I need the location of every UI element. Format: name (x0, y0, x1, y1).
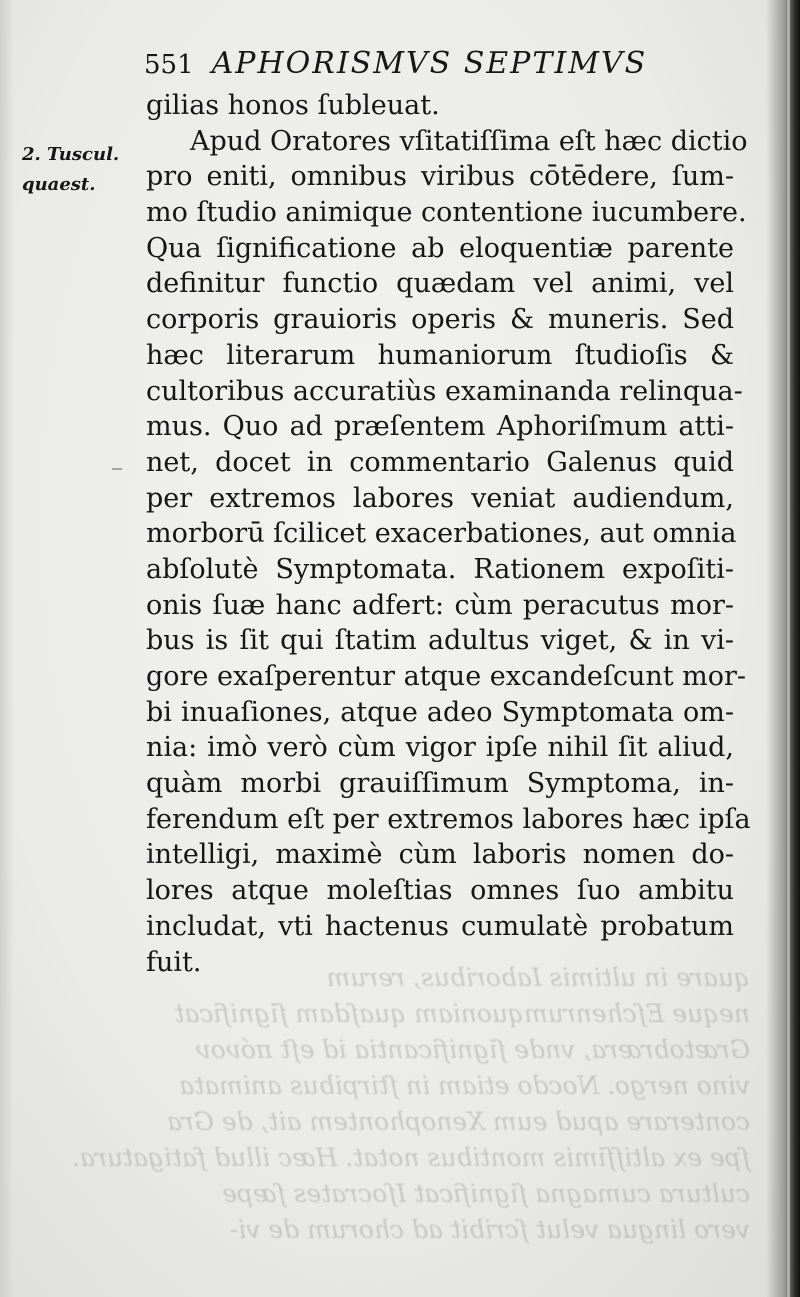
bleed-line: neque Eſchenrumquoniam quaſdam ſignificat (174, 999, 750, 1028)
running-title: APHORISMVS SEPTIMVS (211, 46, 648, 81)
text-line: gilias honos ſubleuat. (146, 90, 440, 121)
text-line: mus. Quo ad præſentem Aphoriſmum atti- (146, 411, 734, 443)
bleed-line: vino nergo. Nocdo etiam in ſtirpibus animata (179, 1071, 750, 1100)
text-line: bi inuaſiones, atque adeo Symptomata om- (146, 696, 734, 728)
text-line: per extremos labores veniat audiendum, (146, 482, 734, 514)
text-line: hæc literarum humaniorum ſtudioſis & (146, 339, 734, 371)
text-line: Qua ſignificatione ab eloquentiæ parente (146, 232, 734, 264)
margin-note-line: 2. Tuscul. (22, 144, 120, 165)
text-line: abſolutè Symptomata. Rationem expoſiti- (146, 553, 734, 585)
text-line: includat, vti hactenus cumulatè probatum (146, 910, 734, 942)
text-line: onis ſuæ hanc adfert: cùm peracutus mor- (146, 589, 734, 621)
page-number: 551 (144, 50, 194, 80)
bleed-through-text (72, 960, 750, 1248)
text-line: nia: imò verò cùm vigor ipſe nihil ſit aliud, (146, 732, 734, 764)
text-line: corporis grauioris operis & muneris. Sed (146, 304, 734, 336)
text-line: mo ſtudio animique contentione iucumbere. (146, 197, 747, 229)
margin-dash (112, 468, 122, 470)
bleed-line: cultura cumagna ſignificat Iſocrates ſæpe (222, 1179, 750, 1208)
text-line: morborū ſcilicet exacerbationes, aut omnia (146, 518, 737, 550)
bleed-line: Grætobræra, vnde ſignificantia id eſt πόνον (195, 1035, 750, 1064)
margin-note (22, 140, 142, 200)
text-line: Apud Oratores vſitatiſſima eſt hæc dictio (190, 125, 748, 157)
text-line: ferendum eſt per extremos labores hæc ipſa (146, 803, 751, 835)
bleed-line: ſpe ex altiſſimis montibus notat. Hæc illud fatigatura. (72, 1143, 750, 1172)
body-text (146, 88, 751, 980)
margin-note-line: quaest. (22, 174, 96, 195)
page-edge-shadow (766, 0, 800, 1297)
bleed-line: conterare apud eum Xenophontem ait, de Gra (167, 1107, 750, 1136)
text-line: quàm morbi grauiſſimum Symptoma, in- (146, 768, 734, 800)
page-edge-stripe (787, 0, 790, 1297)
bleed-line: quare in ultimis Iaboribus, rerum (326, 963, 750, 992)
text-line: net, docet in commentario Galenus quid (146, 446, 734, 478)
gutter-shadow (0, 0, 14, 1297)
text-line: intelligi, maximè cùm laboris nomen do- (146, 839, 734, 871)
bleed-line: vero lingua velut ſcribit ad chorum de vi- (229, 1215, 750, 1244)
text-line: lores atque moleſtias omnes ſuo ambitu (146, 875, 734, 907)
text-line: gore exaſperentur atque excandeſcunt mor- (146, 661, 747, 692)
text-line: bus is ſit qui ſtatim adultus viget, & in vi- (146, 625, 734, 657)
running-head (144, 46, 734, 81)
text-line: cultoribus accuratiùs examinanda relinqua- (146, 375, 743, 407)
text-line: definitur functio quædam vel animi, vel (146, 268, 734, 300)
text-line: pro eniti, omnibus viribus cōtēdere, ſum- (146, 161, 734, 193)
text-line: fuit. (146, 946, 202, 978)
